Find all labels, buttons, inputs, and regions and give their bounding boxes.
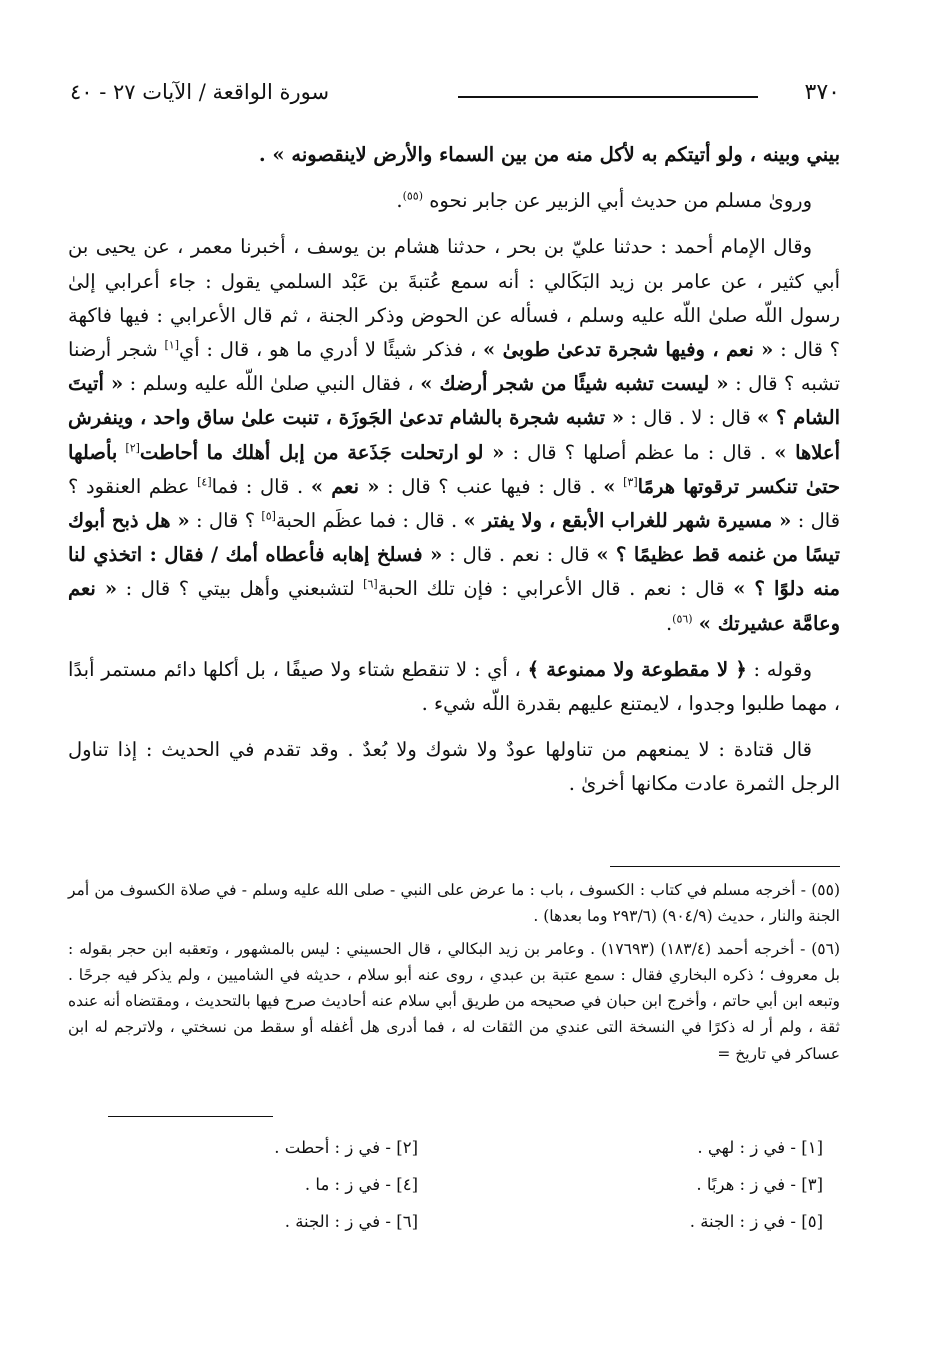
- text-span: . قال : فيها عنب ؟ قال :: [387, 474, 596, 498]
- footnote-ref-55: (٥٥): [402, 189, 423, 203]
- text-span: وقوله :: [753, 657, 812, 681]
- text-span: ؟ قال :: [196, 509, 256, 533]
- paragraph-2: وروىٰ مسلم من حديث أبي الزبير عن جابر نحوه $^{(٥٥)}$.: [396, 189, 812, 213]
- bold-span: « نعم وعامَّة عشيرتك »: [68, 577, 840, 635]
- text-span: قال : نعم . قال الأعرابي : فإن تلك الحبة: [377, 577, 725, 601]
- header-rule: [458, 96, 758, 98]
- footnote-rule: [610, 866, 840, 867]
- paragraph-4: [68, 653, 840, 721]
- variant-note: [٦] - في ز : الجنة .: [284, 1212, 418, 1231]
- main-text: [68, 138, 840, 814]
- paragraph-5: قال قتادة : لا يمنعهم من تناولها عودٌ ولا شوك ولا بُعدٌ . وقد تقدم في الحديث : إذا تناول الرجل الثمرة عادت مكانها أخرىٰ .: [68, 738, 840, 796]
- footnotes: [68, 877, 840, 1073]
- text-span: لتشبعني وأهل بيتي ؟ قال :: [125, 577, 355, 601]
- text-span: .: [665, 611, 673, 635]
- bold-span: « نعم »: [310, 474, 380, 498]
- variant-ref-2: [٢]: [125, 441, 140, 455]
- paragraph-2-text: وروىٰ مسلم من حديث أبي الزبير عن جابر نحوه: [429, 189, 812, 213]
- variants-rule: [108, 1116, 273, 1117]
- bold-span: « فسلخ إهابه فأعطاه أمك / فقال : اتخذي لنا منه دلوًا ؟ »: [68, 543, 840, 601]
- bold-span: « لو ارتحلت جَذَعة من إبل أهلك ما أحاطت: [139, 440, 505, 464]
- variant-note: [٤] - في ز : ما .: [304, 1175, 418, 1194]
- text-span: . قال : فما عظَم الحبة: [275, 509, 458, 533]
- bold-span: « أتيتَ الشام ؟ »: [68, 372, 841, 430]
- text-span: قال : نعم . قال :: [449, 543, 590, 567]
- text-span: قال : لا . قال :: [630, 406, 751, 430]
- paragraph-1: بيني وبينه ، ولو أتيتكم به لأكل منه من بين السماء والأرض لاينقصونه » .: [258, 143, 840, 166]
- quran-quote: ﴿ لا مقطوعة ولا ممنوعة ﴾: [527, 657, 747, 681]
- footnote-56: (٥٦) - أخرجه أحمد (١٨٣/٤) (١٧٦٩٣) . وعامر بن زيد البكالي ، قال الحسيني : ليس بالمشهور ، وتعقبه ابن حجر بقوله : بل معروف ؛ ذكره البخاري فقال : سمع عتبة بن عبدي ، روى عنه أبو سلام ، حديثه في الشاميين ، ولم يذكر فيه جرحًا . وتبعه ابن أبي حاتم ، وأخرج ابن حبان في صحيحه من طريق أبي سلام عنه أحاديث صرح فيها بالتحديث ، ومقتضاه أنه عنده ثقة ، ولم أر له ذكرًا في النسخة التى عندي من الثقات له ، فما أدرى هل أغفله أو سقط من نسختي ، ولاترجم له ابن عساكر في تاريخ =: [68, 939, 840, 1063]
- text-span: ، أي : لا تنقطع شتاء ولا صيفًا ، بل أكلها دائم مستمر أبدًا ، مهما طلبوا وجدوا ، لايمتنع عليهم بقدرة اللّه شيء .: [68, 657, 840, 716]
- variant-ref-5: [٥]: [261, 509, 276, 523]
- bold-span: « هل ذبح أبوك تيسًا من غنمه قط عظيمًا ؟ »: [68, 509, 840, 567]
- variants-column-right: [593, 1133, 823, 1244]
- manuscript-variants: [108, 1133, 823, 1243]
- text-span: ، فقال النبي صلىٰ اللّه عليه وسلم :: [129, 372, 414, 396]
- page-header: [70, 80, 840, 114]
- text-span: ، فذكر شيئًا لا أدري ما هو ، قال : أي: [178, 338, 477, 362]
- variant-ref-4: [٤]: [197, 475, 212, 489]
- text-span: عظم العنقود ؟ قال :: [68, 474, 841, 533]
- variant-ref-6: [٦]: [363, 577, 378, 591]
- variant-ref-1: [١]: [164, 338, 179, 352]
- variant-ref-3: [٣]: [623, 475, 638, 489]
- text-span: وقال الإمام أحمد : حدثنا عليّ بن بحر ، حدثنا هشام بن يوسف ، أخبرنا معمر ، عن يحيى بن أبي كثير ، عن عامر بن زيد البَكَالي : أنه سمع عُتبةَ بن عَبْد السلمي يقول : جاء أعرابي إلىٰ رسول اللّه صلىٰ اللّه عليه وسلم ، فسأله عن الحوض وذكر الجنة ، ثم قال الأعرابي : فيها فاكهة ؟ قال :: [68, 235, 841, 362]
- text-span: . قال : ما عظم أصلها ؟ قال :: [512, 440, 767, 464]
- variant-note: [١] - في ز : لهي .: [697, 1138, 823, 1157]
- footnote-55: (٥٥) - أخرجه مسلم في كتاب : الكسوف ، باب : ما عرض على النبي - صلى الله عليه وسلم - في صلاة الكسوف من أمر الجنة والنار ، حديث (٩٠٤/٩) (٢٩٣/٦ وما بعدها) .: [68, 881, 840, 926]
- bold-span: بأصلها حتىٰ تنكسر ترقوتها هرمًا: [68, 440, 841, 498]
- surah-title: سورة الواقعة / الآيات ٢٧ - ٤٠: [70, 80, 330, 104]
- variant-note: [٢] - في ز : أحطت .: [274, 1138, 418, 1157]
- paragraph-3: [68, 230, 840, 640]
- variants-column-left: [188, 1133, 418, 1244]
- variant-note: [٥] - في ز : الجنة .: [689, 1212, 823, 1231]
- bold-span: « نعم ، وفيها شجرة تدعىٰ طوبىٰ »: [483, 338, 774, 362]
- bold-span: « تشبه شجرة بالشام تدعىٰ الجَوزَة ، تنبت علىٰ ساق واحد ، وينفرش أعلاها »: [68, 406, 840, 464]
- page-number: ٣٧٠: [804, 80, 840, 105]
- bold-span: »: [603, 474, 616, 498]
- footnote-ref-56: (٥٦): [672, 612, 693, 626]
- text-span: . قال : فما: [211, 474, 304, 498]
- variant-note: [٣] - في ز : هربًا .: [696, 1175, 823, 1194]
- bold-span: « مسيرة شهر للغراب الأبقع ، ولا يفتر »: [463, 509, 792, 533]
- text-span: شجر أرضنا تشبه ؟ قال :: [68, 338, 841, 396]
- bold-span: « ليست تشبه شيئًا من شجر أرضك »: [420, 372, 729, 396]
